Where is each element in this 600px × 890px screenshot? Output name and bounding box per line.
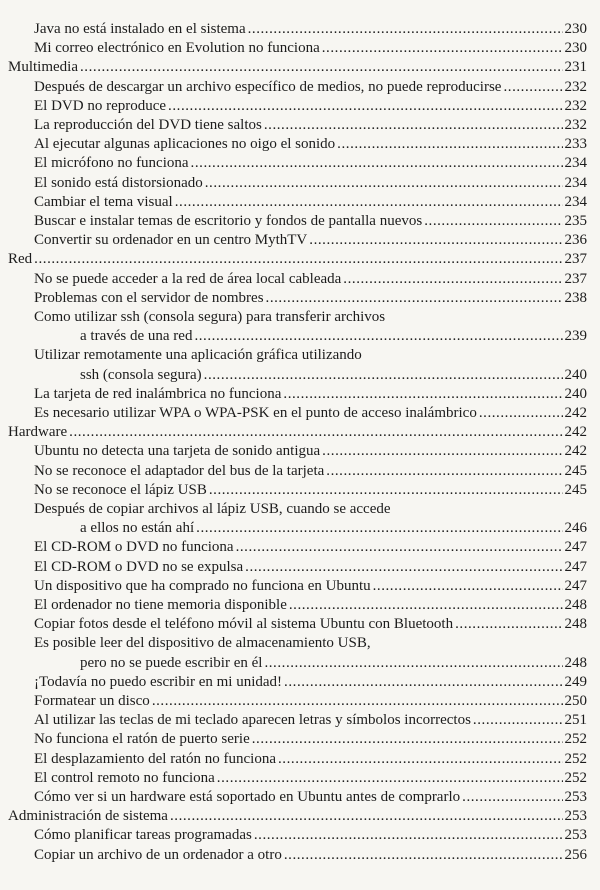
toc-section-row xyxy=(8,58,587,77)
toc-entry-row xyxy=(34,78,587,97)
page-number: 252 xyxy=(564,769,587,786)
toc-entry-title: Utilizar remotamente una aplicación gráfica utilizando xyxy=(34,347,362,364)
dot-leader xyxy=(343,270,562,289)
dot-leader xyxy=(175,193,563,212)
toc-entry-title: Cambiar el tema visual xyxy=(34,193,173,210)
dot-leader xyxy=(337,135,562,154)
toc-entry-title: Cómo ver si un hardware está soportado en Ubuntu antes de comprarlo xyxy=(34,789,461,805)
toc-entry-title: Problemas con el servidor de nombres xyxy=(34,289,264,306)
dot-leader xyxy=(69,423,562,442)
page-number: 239 xyxy=(564,328,587,345)
dot-leader xyxy=(170,807,563,826)
toc-entry-row xyxy=(34,692,587,711)
toc-entry-title: Buscar e instalar temas de escritorio y fondos de pantalla nuevos xyxy=(34,213,423,229)
dot-leader xyxy=(473,711,563,730)
page-number: 250 xyxy=(564,693,587,709)
toc-entry-title: El control remoto no funciona xyxy=(34,769,215,786)
page-number: 242 xyxy=(564,443,587,460)
toc-entry-row xyxy=(34,750,587,769)
dot-leader xyxy=(278,750,563,769)
toc-entry-row xyxy=(34,289,587,308)
toc-entry-title: El desplazamiento del ratón no funciona xyxy=(34,750,276,767)
page-number: 235 xyxy=(564,213,587,229)
toc-entry-row xyxy=(80,366,587,385)
toc-entry-row xyxy=(34,462,587,481)
page-number: 237 xyxy=(564,251,587,268)
toc-entry-title: Después de copiar archivos al lápiz USB, cuando se accede xyxy=(34,501,391,517)
toc-section-title: Multimedia xyxy=(8,59,78,76)
toc-entry-title: Cómo planificar tareas programadas xyxy=(34,827,252,844)
dot-leader xyxy=(424,212,562,231)
dot-leader xyxy=(322,442,562,461)
dot-leader xyxy=(34,250,562,269)
toc-entry-title: Ubuntu no detecta una tarjeta de sonido antigua xyxy=(34,443,321,460)
toc-entry-title: Copiar fotos desde el teléfono móvil al sistema Ubuntu con Bluetooth xyxy=(34,616,454,633)
dot-leader xyxy=(266,289,563,308)
toc-entry-title: Al ejecutar algunas aplicaciones no oigo el sonido xyxy=(34,136,336,153)
dot-leader xyxy=(326,462,562,481)
toc-entry-row xyxy=(34,174,587,193)
toc-entry-title: El sonido está distorsionado xyxy=(34,174,203,191)
page-number: 248 xyxy=(564,597,587,613)
toc-entry-title: No funciona el ratón de puerto serie xyxy=(34,731,250,748)
toc-entry-row xyxy=(34,558,587,577)
toc-entry-title: La tarjeta de red inalámbrica no funciona xyxy=(34,385,282,402)
toc-entry-row xyxy=(34,711,587,730)
dot-leader xyxy=(217,769,563,788)
dot-leader xyxy=(194,327,562,346)
page-number: 248 xyxy=(564,654,587,671)
toc-entry-row xyxy=(34,538,587,557)
dot-leader xyxy=(80,58,563,77)
toc-entry-title: El CD-ROM o DVD no funciona xyxy=(34,539,234,556)
dot-leader xyxy=(284,846,563,865)
toc-entry-row xyxy=(34,385,587,404)
page-number: 253 xyxy=(564,808,587,825)
dot-leader xyxy=(254,826,563,845)
toc-section-title: Hardware xyxy=(8,424,68,441)
dot-leader xyxy=(152,692,563,711)
dot-leader xyxy=(373,577,563,596)
page-number: 231 xyxy=(564,59,587,76)
toc-entry-title: Un dispositivo que ha comprado no funciona en Ubuntu xyxy=(34,577,371,594)
toc-entry-row xyxy=(34,135,587,154)
dot-leader xyxy=(264,116,563,135)
dot-leader xyxy=(283,385,562,404)
toc-entry-title: Mi correo electrónico en Evolution no funciona xyxy=(34,40,320,57)
page-number: 252 xyxy=(564,731,587,748)
page-number: 232 xyxy=(564,117,587,133)
page-number: 237 xyxy=(564,270,587,287)
page-number: 236 xyxy=(564,232,587,249)
page-number: 252 xyxy=(564,750,587,767)
dot-leader xyxy=(196,519,562,538)
page-number: 240 xyxy=(564,366,587,383)
toc-section-row xyxy=(8,423,587,442)
page-number: 245 xyxy=(564,481,587,498)
dot-leader xyxy=(479,404,563,423)
dot-leader xyxy=(309,231,562,250)
dot-leader xyxy=(322,39,563,58)
dot-leader xyxy=(284,673,562,692)
toc-entry-title: No se reconoce el adaptador del bus de la tarjeta xyxy=(34,462,325,479)
toc-entry-row xyxy=(34,193,587,212)
toc-entry-title: No se reconoce el lápiz USB xyxy=(34,481,207,498)
page-number: 253 xyxy=(564,789,587,805)
toc-entry-row xyxy=(34,270,587,289)
page-number: 232 xyxy=(564,78,587,95)
toc-entry-row xyxy=(34,769,587,788)
dot-leader xyxy=(205,174,563,193)
toc-entry-title: pero no se puede escribir en él xyxy=(80,654,263,671)
dot-leader xyxy=(503,78,562,97)
page-number: 230 xyxy=(564,40,587,57)
dot-leader xyxy=(264,654,562,673)
dot-leader xyxy=(245,558,562,577)
page-number: 251 xyxy=(564,712,587,729)
page-number: 233 xyxy=(564,136,587,153)
toc-section-title: Red xyxy=(8,251,33,268)
dot-leader xyxy=(236,538,563,557)
toc-section-row xyxy=(8,250,587,269)
toc-entry-row xyxy=(80,327,587,346)
page-number: 230 xyxy=(564,21,587,37)
page-number: 234 xyxy=(564,174,587,191)
toc-entry-title: Como utilizar ssh (consola segura) para transferir archivos xyxy=(34,309,386,325)
toc-entry-row xyxy=(34,97,587,116)
page-number: 247 xyxy=(564,539,587,556)
dot-leader xyxy=(209,481,563,500)
page-number: 247 xyxy=(564,558,587,575)
toc-entry-title: Copiar un archivo de un ordenador a otro xyxy=(34,846,282,863)
toc-entry-title: Al utilizar las teclas de mi teclado aparecen letras y símbolos incorrectos xyxy=(34,712,471,729)
toc-entry-row xyxy=(34,846,587,865)
toc-entry-title: Es posible leer del dispositivo de almacenamiento USB, xyxy=(34,635,371,652)
dot-leader xyxy=(191,154,563,173)
page-number: 234 xyxy=(564,193,587,210)
toc-entry-row xyxy=(80,654,587,673)
toc-entry-row xyxy=(34,788,587,807)
page-number: 240 xyxy=(564,385,587,402)
page-number: 253 xyxy=(564,827,587,844)
toc-entry-title: Es necesario utilizar WPA o WPA-PSK en el punto de acceso inalámbrico xyxy=(34,405,477,421)
toc-section-title: Administración de sistema xyxy=(8,808,168,825)
toc-entry-row xyxy=(34,673,587,692)
toc-entry-row xyxy=(34,826,587,845)
toc-entry-title: Convertir su ordenador en un centro MythTV xyxy=(34,232,308,249)
toc-entry-row xyxy=(80,519,587,538)
dot-leader xyxy=(455,615,562,634)
toc-entry-title: Después de descargar un archivo específico de medios, no puede reproducirse xyxy=(34,78,502,95)
page-number: 234 xyxy=(564,155,587,172)
page-number: 249 xyxy=(564,673,587,690)
toc-entry-row xyxy=(34,596,587,615)
toc-entry-title: El micrófono no funciona xyxy=(34,155,189,172)
toc-entry-title: ¡Todavía no puedo escribir en mi unidad! xyxy=(34,673,283,690)
dot-leader xyxy=(252,730,563,749)
toc-entry-row xyxy=(34,442,587,461)
toc-entry-title: El ordenador no tiene memoria disponible xyxy=(34,597,287,613)
dot-leader xyxy=(462,788,562,807)
toc-entry-row xyxy=(34,231,587,250)
toc-entry-row xyxy=(34,404,587,423)
dot-leader xyxy=(168,97,562,116)
page-number: 242 xyxy=(564,424,587,441)
toc-section-row xyxy=(8,807,587,826)
page-number: 242 xyxy=(564,405,587,421)
toc-entry-row xyxy=(34,39,587,58)
toc-entry-row xyxy=(34,212,587,231)
page-number: 246 xyxy=(564,520,587,537)
dot-leader xyxy=(248,20,563,39)
toc-entry-row xyxy=(34,481,587,500)
toc-entry-title: El DVD no reproduce xyxy=(34,97,167,114)
toc-entry-row xyxy=(34,577,587,596)
page-number: 247 xyxy=(564,577,587,594)
toc-entry-row xyxy=(34,154,587,173)
toc-entry-title: ssh (consola segura) xyxy=(80,366,202,383)
page-number: 238 xyxy=(564,289,587,306)
page-number: 232 xyxy=(564,97,587,114)
page-number: 248 xyxy=(564,616,587,633)
toc-entry-title: a través de una red xyxy=(80,328,193,345)
toc-entry-title: La reproducción del DVD tiene saltos xyxy=(34,117,262,133)
toc-entry-row xyxy=(34,730,587,749)
toc-entry-title: Java no está instalado en el sistema xyxy=(34,21,246,37)
dot-leader xyxy=(289,596,563,615)
toc-entry-row xyxy=(34,116,587,135)
page-number: 256 xyxy=(564,846,587,863)
toc-entry-row xyxy=(34,20,587,39)
toc-entry-title: El CD-ROM o DVD no se expulsa xyxy=(34,558,244,575)
toc-entry-title: a ellos no están ahí xyxy=(80,520,195,537)
toc-entry-title: No se puede acceder a la red de área local cableada xyxy=(34,270,342,287)
page-number: 245 xyxy=(564,462,587,479)
toc-entry-title: Formatear un disco xyxy=(34,693,150,709)
dot-leader xyxy=(204,366,563,385)
toc-entry-row xyxy=(34,615,587,634)
